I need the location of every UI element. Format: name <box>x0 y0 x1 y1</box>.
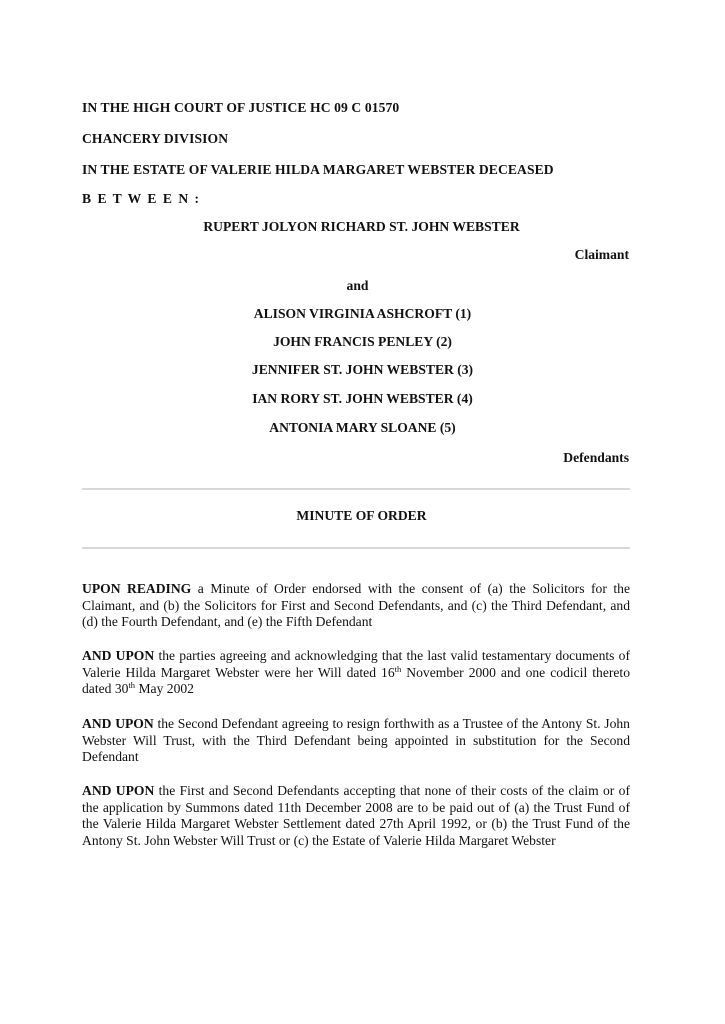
paragraph-and-upon-3 <box>82 783 630 849</box>
superscript: th <box>394 663 402 674</box>
court-heading: IN THE HIGH COURT OF JUSTICE HC 09 C 01570 <box>82 100 400 115</box>
division-heading: CHANCERY DIVISION <box>82 131 229 146</box>
claimant-name: RUPERT JOLYON RICHARD ST. JOHN WEBSTER <box>203 219 520 234</box>
bottom-divider <box>82 547 630 549</box>
defendant-4: IAN RORY ST. JOHN WEBSTER (4) <box>252 391 473 406</box>
paragraph-lead: AND UPON <box>82 783 155 798</box>
claimant-role: Claimant <box>574 247 629 262</box>
defendant-2: JOHN FRANCIS PENLEY (2) <box>273 334 452 349</box>
paragraph-text: the First and Second Defendants accepting that none of their costs of the claim or of the application by Summons dated 11th December 2008 are to be paid out of (a) the Trust Fund of the Valerie Hilda Margaret Webster Settlement dated 27th April 1992, or (b) the Trust Fund of the Antony St. John Webster Will Trust or (c) the Estate of Valerie Hilda Margaret Webster <box>82 783 630 848</box>
paragraph-upon-reading <box>82 581 630 631</box>
defendant-3: JENNIFER ST. JOHN WEBSTER (3) <box>251 362 474 377</box>
defendant-1: ALISON VIRGINIA ASHCROFT (1) <box>253 306 472 321</box>
paragraph-and-upon-2 <box>82 716 630 766</box>
defendant-5: ANTONIA MARY SLOANE (5) <box>269 420 456 435</box>
paragraph-and-upon-1 <box>82 648 630 698</box>
between-heading: B E T W E E N : <box>82 191 201 206</box>
paragraph-text: November 2000 and one codicil thereto dated 30 <box>82 664 630 697</box>
paragraph-text: the parties agreeing and acknowledging that the last valid testamentary documents of Valerie Hilda Margaret Webster were her Will dated 16 <box>82 648 630 680</box>
paragraph-lead: AND UPON <box>82 648 155 663</box>
paragraph-lead: AND UPON <box>82 716 154 731</box>
estate-heading: IN THE ESTATE OF VALERIE HILDA MARGARET WEBSTER DECEASED <box>82 162 554 177</box>
order-title: MINUTE OF ORDER <box>296 508 427 523</box>
paragraph-text: May 2002 <box>135 681 194 697</box>
paragraph-lead: UPON READING <box>82 581 192 596</box>
and-label: and <box>346 278 369 293</box>
superscript: th <box>128 680 136 691</box>
defendants-role: Defendants <box>563 450 629 465</box>
top-divider <box>82 488 630 490</box>
paragraph-text: a Minute of Order endorsed with the consent of (a) the Solicitors for the Claimant, and (b) the Solicitors for First and Second Defendants, and (c) the Third Defendant, and (d) the Fourth Defendant, and (e) the Fifth Defendant <box>82 581 631 630</box>
paragraph-text: the Second Defendant agreeing to resign forthwith as a Trustee of the Antony St. John Webster Will Trust, with the Third Defendant being appointed in substitution for the Second Defendant <box>82 716 630 765</box>
